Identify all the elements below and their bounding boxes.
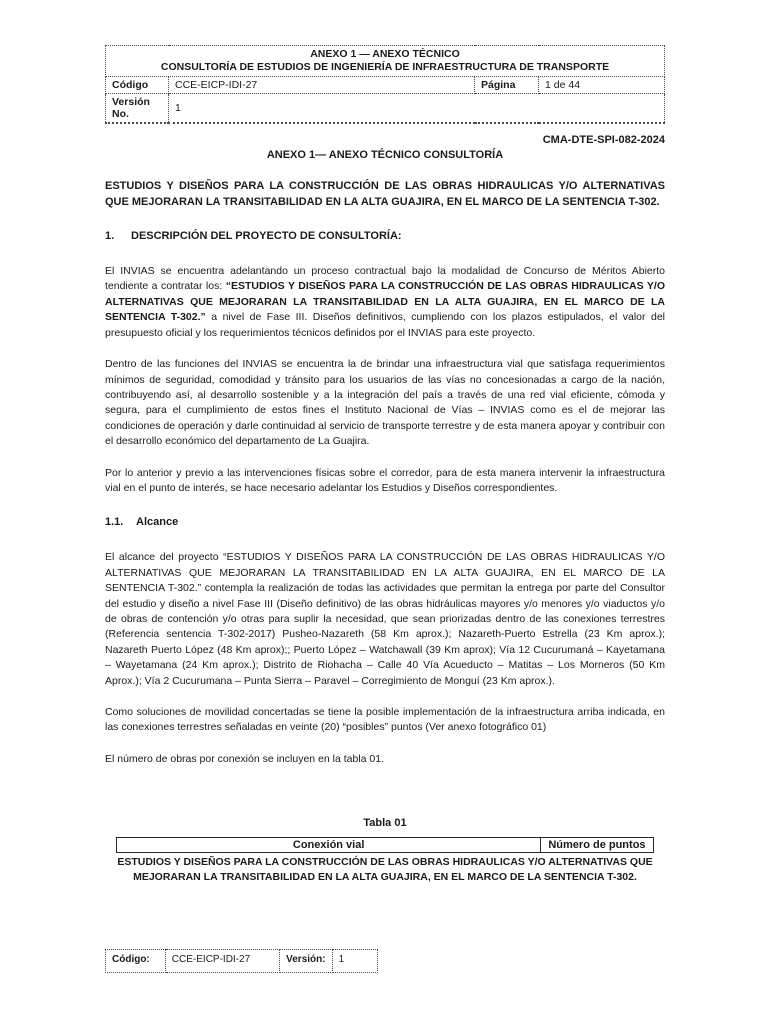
paragraph-4: El alcance del proyecto “ESTUDIOS Y DISEÑOS PARA LA CONSTRUCCIÓN DE LAS OBRAS HIDRAULICAS Y/O ALTERNATIVAS QUE MEJORARAN LA TRANSITABILIDAD EN LA ALTA GUAJIRA, EN EL MARCO DE LA SENTENCIA T-302.” contempla la realización de todas las actividades que permitan la entrega por parte del Consultor del estudio y diseño a nivel Fase III (Diseño definitivo) de las obras hidráulicas mayores y/o menores y/o viaductos y/o de obras de contención y/o otras para suplir la necesidad, que sean priorizadas dentro de las conexiones terrestres (Referencia sentencia T-302-2017) Pusheo-Nazareth (58 Km aprox.); Nazareth-Puerto Estrella (23 Km aprox.); Nazareth Puerto López (48 Km aprox);; Puerto López – Watchawall (39 Km aprox); Vía 12 Cucurumaná – Kayetamana – Wayetamana (24 Km aprox.); Distrito de Riohacha – Calle 40 Vía Acueducto – Matitas – Los Morneros (50 Km Aprox.); Vía 2 Cucurumana – Punta Sierra – Paravel – Corregimiento de Monguí (23 Km aprox.). bbox=[105, 551, 665, 687]
main-title: ESTUDIOS Y DISEÑOS PARA LA CONSTRUCCIÓN DE LAS OBRAS HIDRAULICAS Y/O ALTERNATIVAS QUE MEJORARAN LA TRANSITABILIDAD EN LA ALTA GUAJIRA, EN EL MARCO DE LA SENTENCIA T-302. bbox=[105, 180, 665, 208]
section-1-title: DESCRIPCIÓN DEL PROYECTO DE CONSULTORÍA: bbox=[131, 230, 402, 243]
header-title-row bbox=[106, 46, 665, 77]
table01-header-row bbox=[117, 838, 654, 853]
footer-codigo-value: CCE-EICP-IDI-27 bbox=[165, 950, 279, 973]
header-table bbox=[105, 45, 665, 124]
section-1-1-number: 1.1. bbox=[105, 516, 124, 529]
document-subtitle: ANEXO 1— ANEXO TÉCNICO CONSULTORÍA bbox=[266, 149, 504, 162]
header-pagina-label: Página bbox=[475, 77, 539, 94]
paragraph-2: Dentro de las funciones del INVIAS se encuentra la de brindar una infraestructura vial que satisfaga requerimientos mínimos de seguridad, comodidad y tránsito para los usuarios de las vías no concesionadas a cargo de la nación, contribuyendo así, al desarrollo sostenible y a la integración del país a través de una red vial eficiente, cómoda y segura, para el cumplimiento de estos fines el Instituto Nacional de Vías – INVIAS como es el de mejorar las condiciones de operación y darle continuidad al servicio de transporte terrestre y de esta manera apoyar y contribuir con el desarrollo económico del departamento de La Guajira. bbox=[105, 358, 665, 448]
table01-col1-header: Conexión vial bbox=[117, 838, 541, 853]
header-pagina-value: 1 de 44 bbox=[539, 77, 665, 94]
paragraph-1-bold: “ESTUDIOS Y DISEÑOS PARA LA CONSTRUCCIÓN DE LAS OBRAS HIDRAULICAS Y/O ALTERNATIVAS QUE MEJORARAN LA TRANSITABILIDAD EN LA ALTA GUAJIRA, EN EL MARCO DE LA SENTENCIA T-302.” bbox=[105, 280, 665, 324]
paragraph-5: Como soluciones de movilidad concertadas se tiene la posible implementación de la infraestructura arriba indicada, en las conexiones terrestres señaladas en veinte (20) “posibles” puntos (Ver anexo fotográfico 01) bbox=[105, 706, 665, 734]
section-1-1-title: Alcance bbox=[136, 516, 179, 529]
header-codigo-value: CCE-EICP-IDI-27 bbox=[169, 77, 475, 94]
footer-row bbox=[106, 950, 378, 973]
header-title-line1: ANEXO 1 — ANEXO TÉCNICO bbox=[310, 48, 460, 60]
reference-code: CMA-DTE-SPI-082-2024 bbox=[542, 134, 665, 147]
section-1-1-heading bbox=[105, 516, 665, 528]
header-title-line2: CONSULTORÍA DE ESTUDIOS DE INGENIERÍA DE INFRAESTRUCTURA DE TRANSPORTE bbox=[160, 61, 610, 74]
paragraph-1-lead: El INVIAS se encuentra adelantando un proceso contractual bajo la modalidad de Concurso de Méritos Abierto tendiente a contratar los: bbox=[105, 265, 665, 293]
table01-caption: Tabla 01 bbox=[363, 817, 407, 830]
paragraph-6: El número de obras por conexión se incluyen en la tabla 01. bbox=[105, 752, 385, 765]
footer-version-value: 1 bbox=[332, 950, 377, 973]
table01-project-title-row: ESTUDIOS Y DISEÑOS PARA LA CONSTRUCCIÓN DE LAS OBRAS HIDRAULICAS Y/O ALTERNATIVAS QUE MEJORARAN LA TRANSITABILIDAD EN LA ALTA GUAJIRA, EN EL MARCO DE LA SENTENCIA T-302. bbox=[117, 856, 653, 883]
section-1-number: 1. bbox=[105, 230, 115, 243]
header-title-cell bbox=[106, 46, 665, 77]
footer-version-label: Versión: bbox=[280, 950, 332, 973]
header-codigo-label: Código bbox=[106, 77, 169, 94]
table01 bbox=[116, 837, 654, 853]
paragraph-1 bbox=[105, 264, 665, 341]
section-1-heading bbox=[105, 230, 665, 242]
header-version-label: Versión No. bbox=[106, 94, 169, 124]
paragraph-1-tail: a nivel de Fase III. Diseños definitivos, cumpliendo con los plazos estipulados, el valor del presupuesto oficial y los requerimientos técnicos definidos por el INVIAS para este proyecto. bbox=[105, 311, 665, 339]
footer-codigo-label: Código: bbox=[106, 950, 166, 973]
header-version-value: 1 bbox=[169, 94, 665, 124]
header-version-row bbox=[106, 94, 665, 124]
footer-table bbox=[105, 949, 378, 973]
header-codigo-row bbox=[106, 77, 665, 94]
table01-col2-header: Número de puntos bbox=[541, 838, 654, 853]
paragraph-3: Por lo anterior y previo a las intervenciones físicas sobre el corredor, para de esta manera intervenir la infraestructura vial en el punto de interés, se hace necesario adelantar los Estudios y Diseños correspondientes. bbox=[105, 466, 665, 494]
